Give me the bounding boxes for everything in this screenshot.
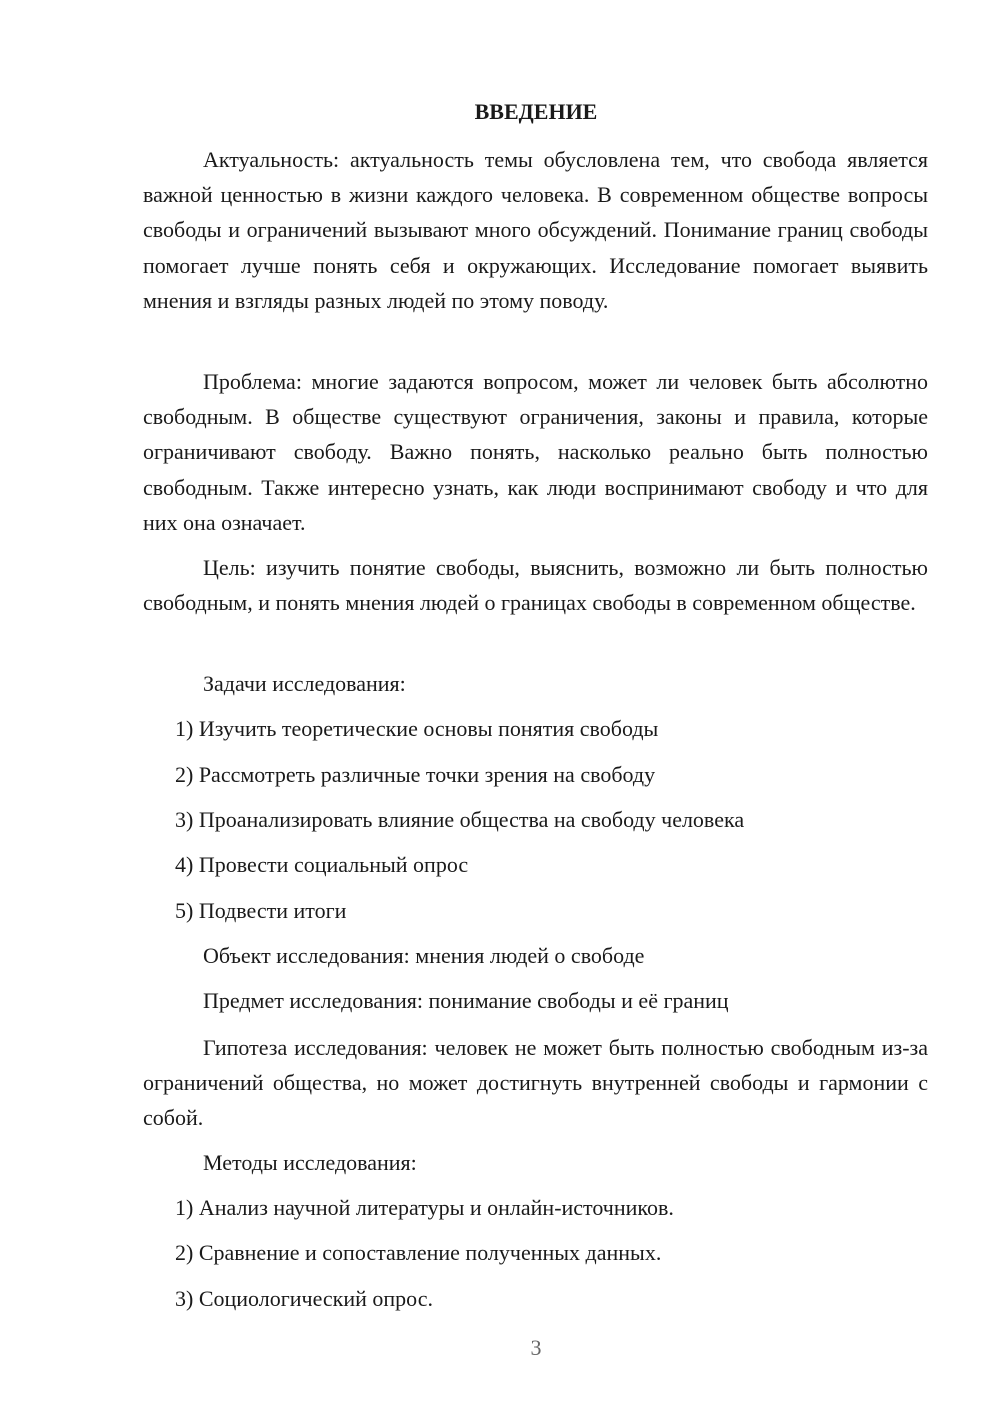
list-item-method: 3) Социологический опрос.	[175, 1286, 433, 1311]
tasks-heading: Задачи исследования:	[203, 671, 406, 696]
list-item-task: 5) Подвести итоги	[175, 898, 347, 923]
page-title: ВВЕДЕНИЕ	[474, 99, 598, 124]
list-item-method: 1) Анализ научной литературы и онлайн-источников.	[175, 1195, 674, 1220]
methods-heading: Методы исследования:	[203, 1150, 417, 1175]
list-item-task: 4) Провести социальный опрос	[175, 852, 469, 877]
page-number: 3	[530, 1335, 542, 1360]
research-object: Объект исследования: мнения людей о свободе	[203, 943, 645, 968]
paragraph-goal: Цель: изучить понятие свободы, выяснить, возможно ли быть полностью свободным, и понять мнения людей о границах свободы в современном обществе.	[143, 555, 928, 616]
paragraph-relevance: Актуальность: актуальность темы обусловлена тем, что свобода является важной ценностью в жизни каждого человека. В современном обществе вопросы свободы и ограничений вызывают много обсуждений. Понимание границ свободы помогает лучше понять себя и окружающих. Исследование помогает выявить мнения и взгляды разных людей по этому поводу.	[143, 147, 928, 313]
list-item-task: 1) Изучить теоретические основы понятия свободы	[175, 716, 659, 741]
research-subject: Предмет исследования: понимание свободы и её границ	[203, 988, 729, 1013]
list-item-method: 2) Сравнение и сопоставление полученных данных.	[175, 1240, 662, 1265]
paragraph-hypothesis: Гипотеза исследования: человек не может быть полностью свободным из-за ограничений общества, но может достигнуть внутренней свободы и гармонии с собой.	[143, 1035, 928, 1131]
list-item-task: 3) Проанализировать влияние общества на свободу человека	[175, 807, 745, 832]
paragraph-problem: Проблема: многие задаются вопросом, может ли человек быть абсолютно свободным. В обществе существуют ограничения, законы и правила, которые ограничивают свободу. Важно понять, насколько реально быть полностью свободным. Также интересно узнать, как люди воспринимают свободу и что для них она означает.	[143, 369, 928, 535]
list-item-task: 2) Рассмотреть различные точки зрения на свободу	[175, 762, 656, 787]
